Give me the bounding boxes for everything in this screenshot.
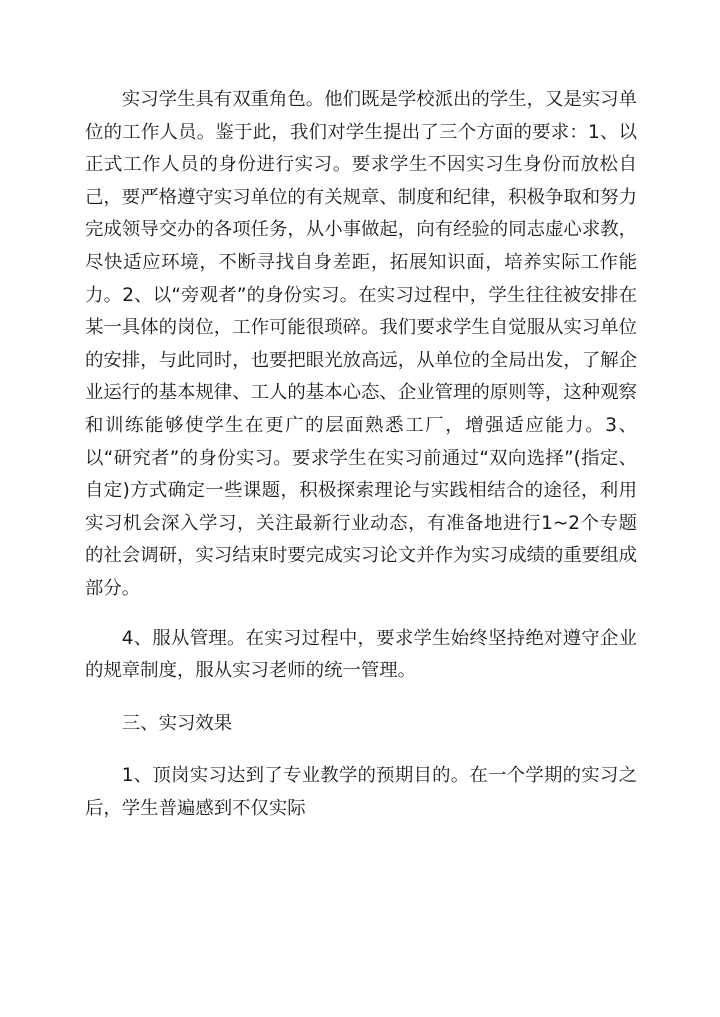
paragraph-obey-management: 4、服从管理。在实习过程中，要求学生始终坚持绝对遵守企业的规章制度，服从实习老师的统一管理。 [85, 627, 637, 682]
paragraph-internship-requirements: 实习学生具有双重角色。他们既是学校派出的学生，又是实习单位的工作人员。鉴于此，我们对学生提出了三个方面的要求：1、以正式工作人员的身份进行实习。要求学生不因实习生身份而放松自己，要严格遵守实习单位的有关规章、制度和纪律，积极争取和努力完成领导交办的各项任务，从小事做起，向有经验的同志虚心求教，尽快适应环境，不断寻找自身差距，拓展知识面，培养实际工作能力。2、以“旁观者”的身份实习。在实习过程中，学生往往被安排在某一具体的岗位，工作可能很琐碎。我们要求学生自觉服从实习单位的安排，与此同时，也要把眼光放高远，从单位的全局出发，了解企业运行的基本规律、工人的基本心态、企业管理的原则等，这种观察和训练能够使学生在更广的层面熟悉工厂，增强适应能力。3、以“研究者”的身份实习。要求学生在实习前通过“双向选择”(指定、自定)方式确定一些课题，积极探索理论与实践相结合的途径，利用实习机会深入学习，关注最新行业动态，有准备地进行1~2个专题的社会调研，实习结束时要完成实习论文并作为实习成绩的重要组成部分。 [85, 89, 637, 599]
section-heading-internship-results: 三、实习效果 [121, 712, 233, 734]
paragraph-teaching-goals: 1、顶岗实习达到了专业教学的预期目的。在一个学期的实习之后，学生普遍感到不仅实际 [85, 765, 637, 819]
